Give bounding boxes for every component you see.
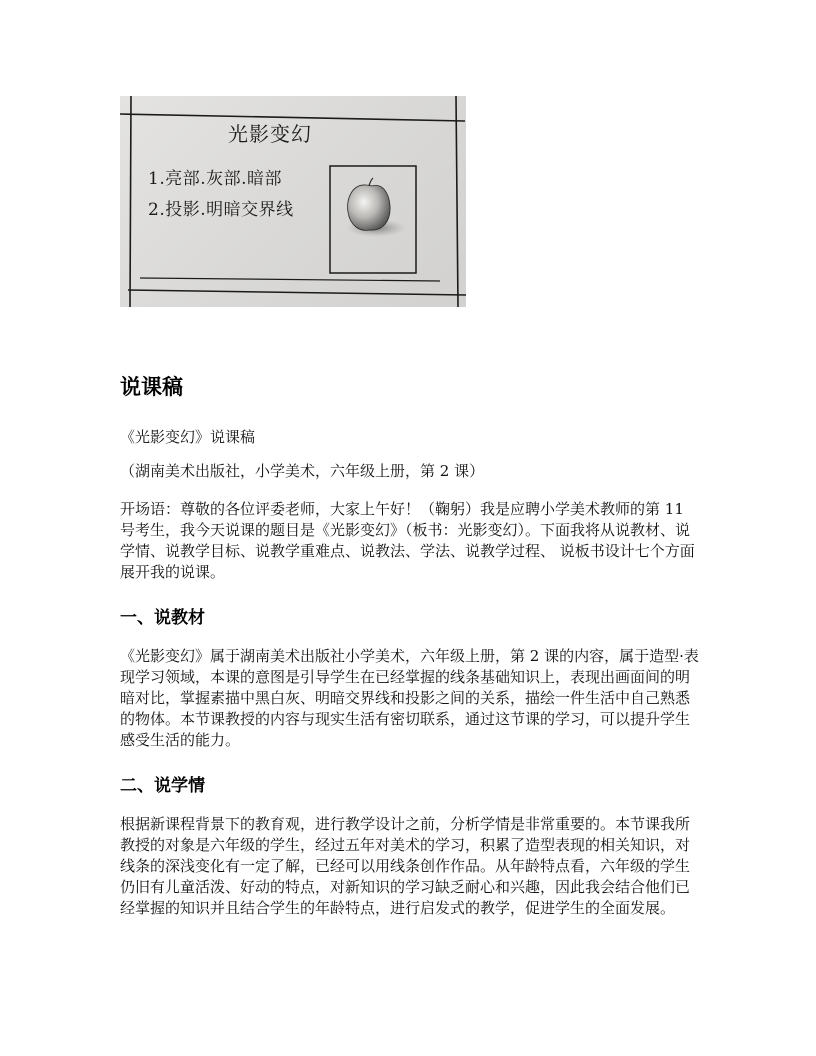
section-title-textbook: 一、说教材: [120, 608, 205, 628]
document-heading: 说课稿: [120, 375, 183, 399]
section-title-students: 二、说学情: [120, 776, 205, 796]
board-item-1: 1.亮部.灰部.暗部: [148, 169, 283, 189]
board-item-2: 2.投影.明暗交界线: [148, 200, 294, 220]
board-title: 光影变幻: [228, 122, 312, 146]
apple-drawing: [348, 185, 390, 230]
apple-stem: [369, 178, 373, 186]
section-body-textbook: 《光影变幻》属于湖南美术出版社小学美术，六年级上册，第 2 课的内容，属于造型·表现学习领域，本课的意图是引导学生在已经掌握的线条基础知识上，表现出画面间的明暗对比，掌握素描中黑白灰、明暗交界线和投影之间的关系，描绘一件生活中自己熟悉的物体。本节课教授的内容与现实生活有密切联系，通过这节课的学习，可以提升学生感受生活的能力。: [120, 647, 699, 749]
intro-paragraph: 开场语：尊敬的各位评委老师，大家上午好！（鞠躬）我是应聘小学美术教师的第 11 号考生，我今天说课的题目是《光影变幻》（板书：光影变幻）。下面我将从说教材、说学情、说教学目标、说教学重难点、说教法、学法、说教学过程、 说板书设计七个方面展开我的说课。: [120, 500, 695, 581]
source-note: （湖南美术出版社，小学美术，六年级上册，第 2 课）: [120, 462, 485, 480]
section-body-students: 根据新课程背景下的教育观，进行教学设计之前，分析学情是非常重要的。本节课我所教授的对象是六年级的学生，经过五年对美术的学习，积累了造型表现的相关知识，对线条的深浅变化有一定了解，已经可以用线条创作作品。从年龄特点看，六年级的学生仍旧有儿童活泼、好动的特点，对新知识的学习缺乏耐心和兴趣，因此我会结合他们已经掌握的知识并且结合学生的年龄特点，进行启发式的教学，促进学生的全面发展。: [120, 815, 691, 917]
document-subtitle: 《光影变幻》说课稿: [120, 428, 256, 446]
